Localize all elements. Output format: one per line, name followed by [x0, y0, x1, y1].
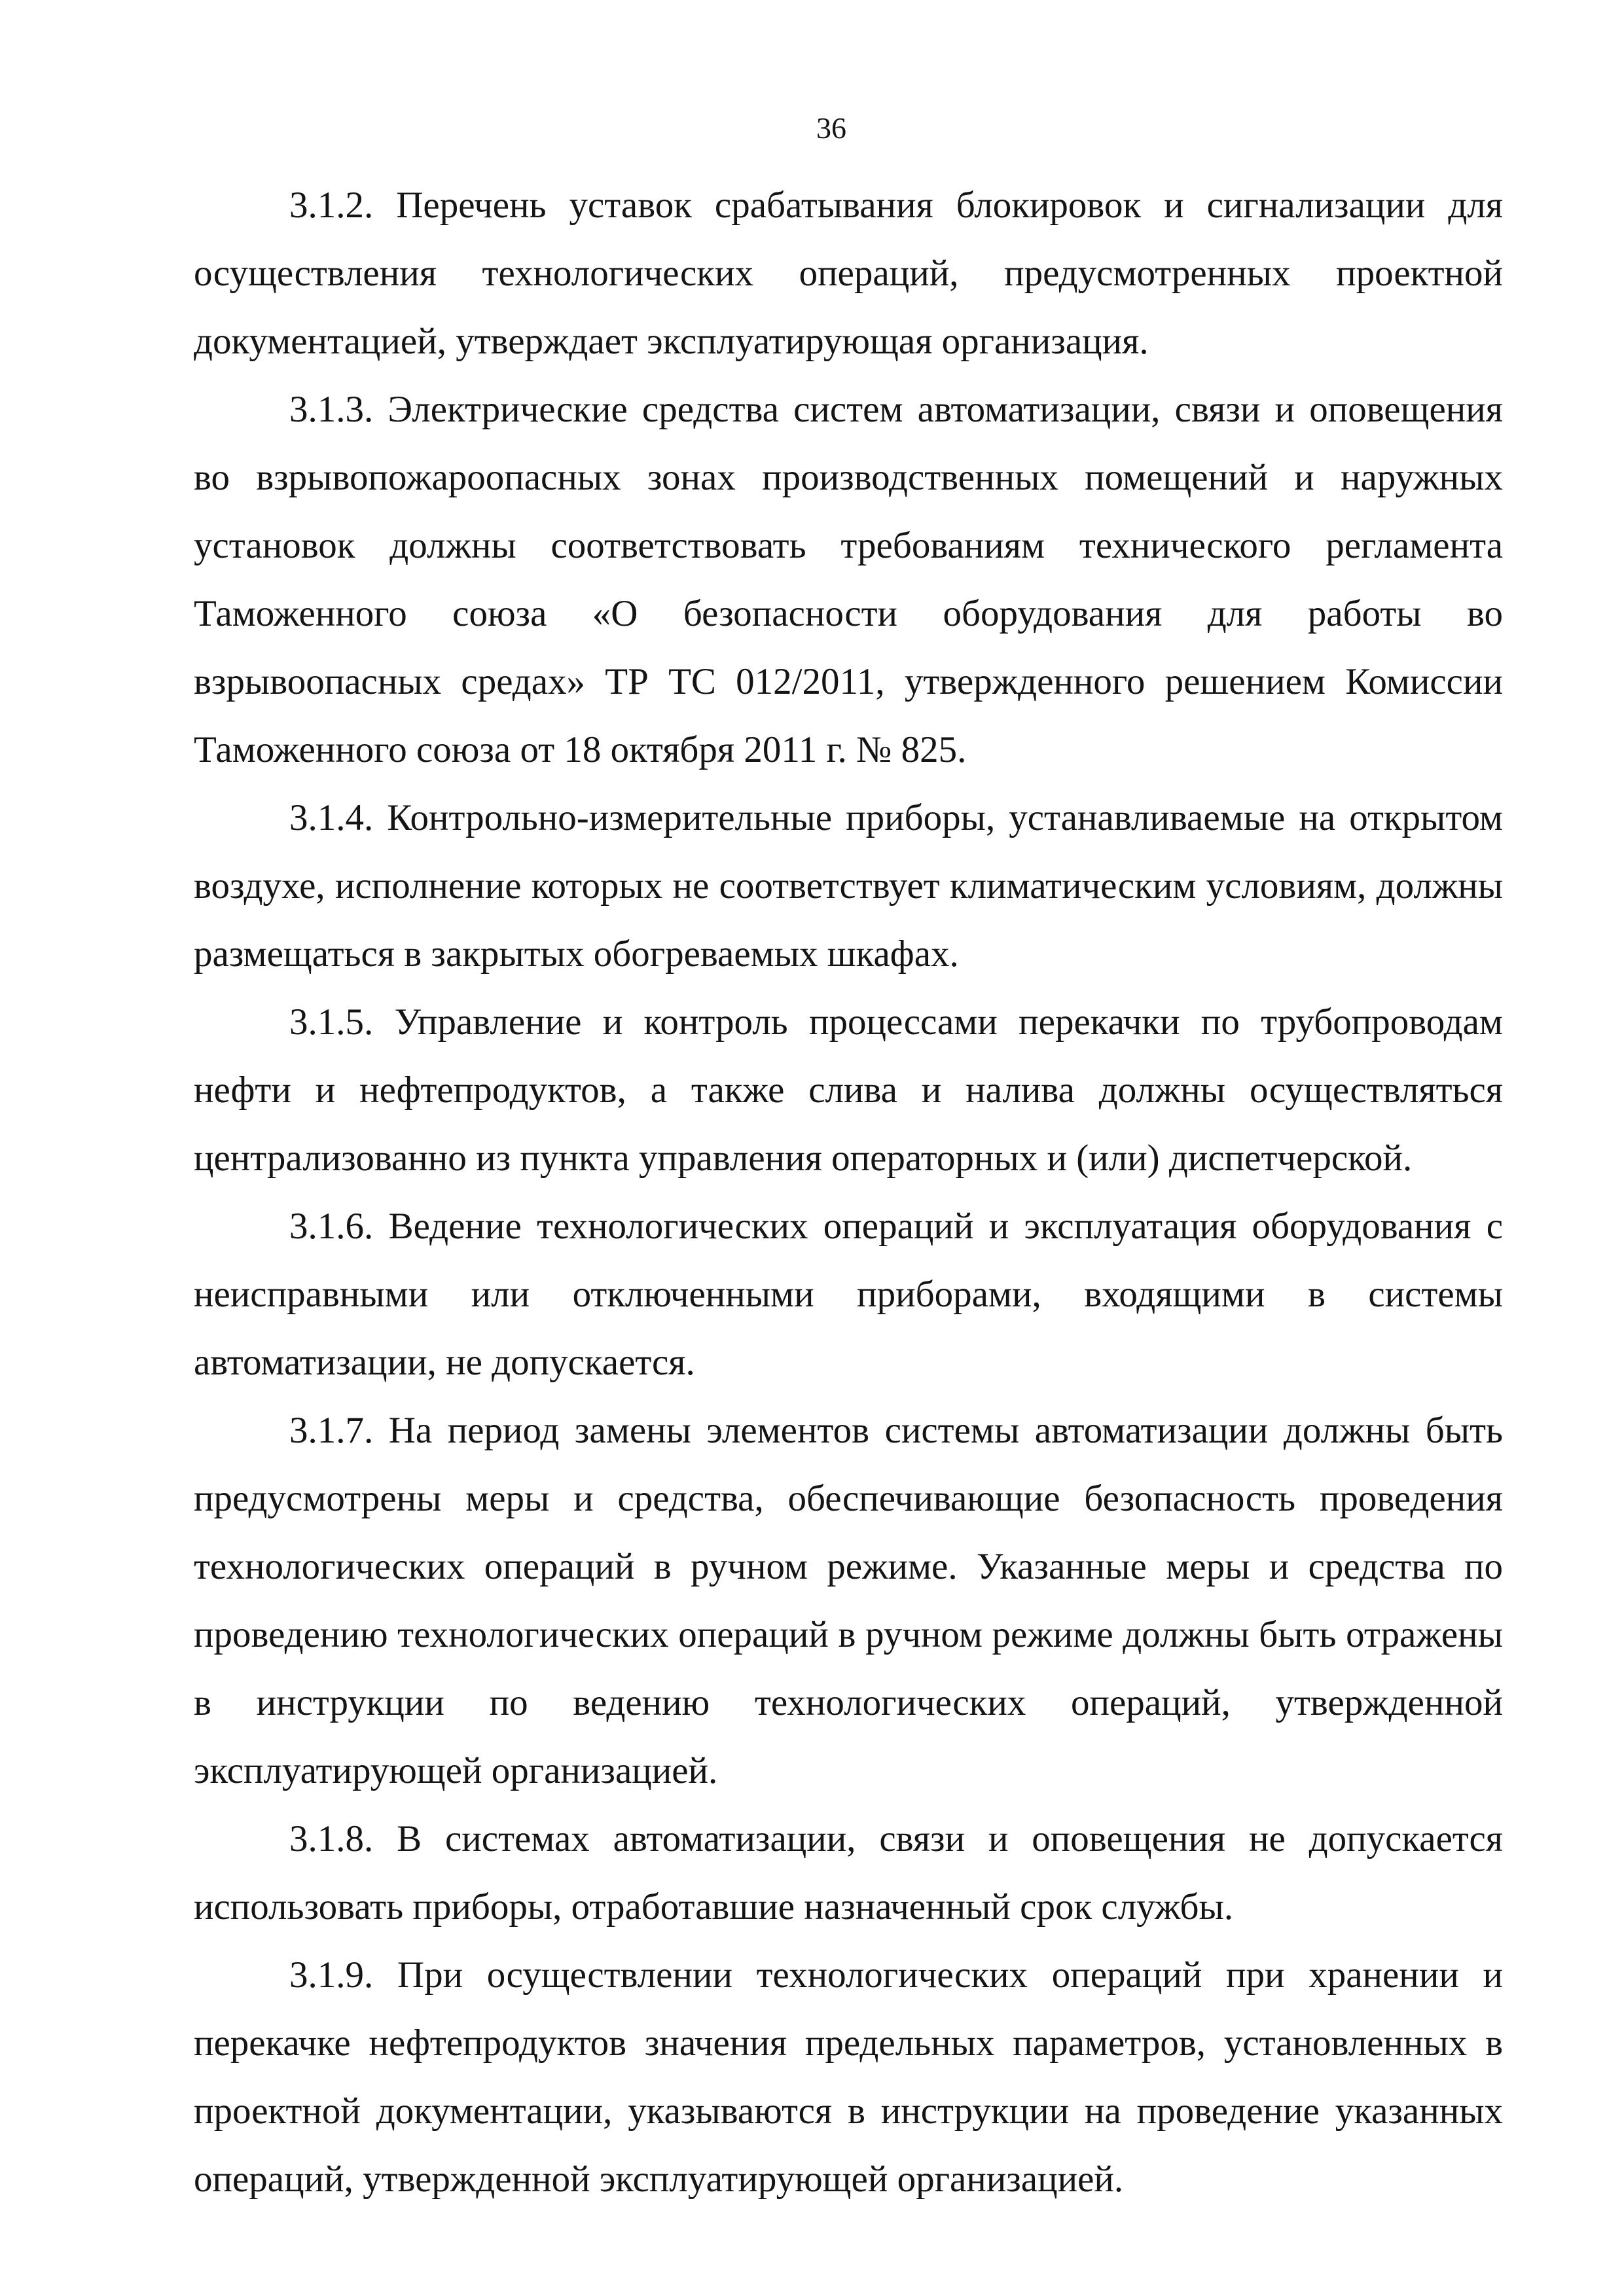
paragraph-3-1-7: 3.1.7. На период замены элементов системы автоматизации должны быть предусмотрены меры и средства, обеспечивающие безопасность проведения технологических операций в ручном режиме. Указанные меры и средства по проведению технологических операций в ручном режиме должны быть отражены в инструкции по ведению технологических операций, утвержденной эксплуатирующей организацией.: [194, 1410, 1503, 1791]
paragraph-3-1-6: 3.1.6. Ведение технологических операций и эксплуатация оборудования с неисправными или отключенными приборами, входящими в системы автоматизации, не допускается.: [194, 1206, 1503, 1383]
paragraph-3-1-8: 3.1.8. В системах автоматизации, связи и оповещения не допускается использовать приборы, отработавшие назначенный срок службы.: [194, 1818, 1503, 1928]
document-body: [194, 171, 1503, 2214]
page-number: 36: [816, 111, 846, 145]
paragraph-3-1-2: 3.1.2. Перечень уставок срабатывания блокировок и сигнализации для осуществления технологических операций, предусмотренных проектной документацией, утверждает эксплуатирующая организация.: [194, 185, 1503, 362]
paragraph-3-1-3: 3.1.3. Электрические средства систем автоматизации, связи и оповещения во взрывопожароопасных зонах производственных помещений и наружных установок должны соответствовать требованиям технического регламента Таможенного союза «О безопасности оборудования для работы во взрывоопасных средах» ТР ТС 012/2011, утвержденного решением Комиссии Таможенного союза от 18 октября 2011 г. № 825.: [194, 389, 1503, 770]
paragraph-3-1-9: 3.1.9. При осуществлении технологических операций при хранении и перекачке нефтепродуктов значения предельных параметров, установленных в проектной документации, указываются в инструкции на проведение указанных операций, утвержденной эксплуатирующей организацией.: [194, 1954, 1503, 2200]
paragraph-3-1-5: 3.1.5. Управление и контроль процессами перекачки по трубопроводам нефти и нефтепродуктов, а также слива и налива должны осуществляться централизованно из пункта управления операторных и (или) диспетчерской.: [194, 1001, 1503, 1179]
paragraph-3-1-4: 3.1.4. Контрольно-измерительные приборы, устанавливаемые на открытом воздухе, исполнение которых не соответствует климатическим условиям, должны размещаться в закрытых обогреваемых шкафах.: [194, 797, 1503, 975]
